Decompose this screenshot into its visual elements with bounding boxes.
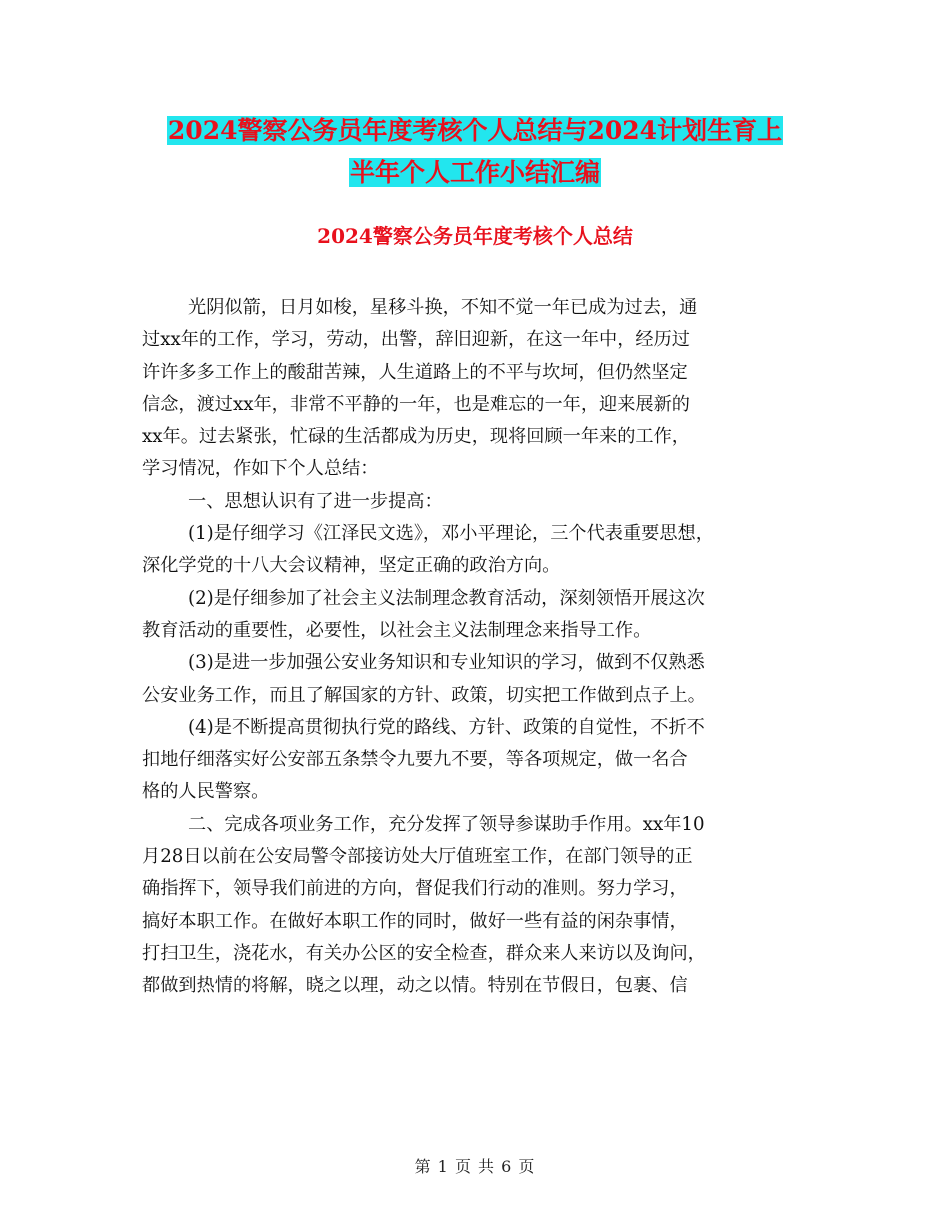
text-line: (3)是进一步加强公安业务知识和专业知识的学习，做到不仅熟悉: [188, 652, 705, 674]
text-line: 打扫卫生，浇花水，有关办公区的安全检查，群众来人来访以及询问，: [142, 942, 706, 964]
title-highlight-2: 半年个人工作小结汇编: [349, 158, 600, 187]
text-line: 都做到热情的将解，晓之以理，动之以情。特别在节假日，包裹、信: [142, 975, 688, 997]
text-line: 确指挥下，领导我们前进的方向，督促我们行动的准则。努力学习，: [142, 878, 688, 900]
text-line: 格的人民警察。: [142, 781, 270, 803]
body-text: [142, 292, 808, 1003]
section-title: 2024警察公务员年度考核个人总结: [317, 224, 633, 248]
text-line: (4)是不断提高贯彻执行党的路线、方针、政策的自觉性，不折不: [188, 716, 705, 738]
text-line: 一、思想认识有了进一步提高：: [188, 490, 443, 512]
text-line: 扣地仔细落实好公安部五条禁令九要九不要，等各项规定，做一名合: [142, 749, 688, 771]
text-line: 教育活动的重要性，必要性，以社会主义法制理念来指导工作。: [142, 619, 652, 641]
text-line: 深化学党的十八大会议精神，坚定正确的政治方向。: [142, 555, 561, 577]
page-footer: 第 1 页 共 6 页: [414, 1157, 536, 1176]
text-line: 许许多多工作上的酸甜苦辣，人生道路上的不平与坎坷，但仍然坚定: [142, 361, 688, 383]
text-line: xx年。过去紧张，忙碌的生活都成为历史，现将回顾一年来的工作，: [142, 426, 690, 448]
document-title-line-2: [0, 154, 950, 192]
text-line: 二、完成各项业务工作，充分发挥了领导参谋助手作用。xx年10: [188, 813, 705, 835]
text-line: 光阴似箭，日月如梭，星移斗换，不知不觉一年已成为过去，通: [188, 297, 698, 318]
title-highlight-1: 2024警察公务员年度考核个人总结与2024计划生育上: [167, 116, 783, 145]
text-line: 过xx年的工作，学习，劳动，出警，辞旧迎新，在这一年中，经历过: [142, 329, 690, 351]
text-line: 信念，渡过xx年，非常不平静的一年，也是难忘的一年，迎来展新的: [142, 393, 690, 415]
text-line: (2)是仔细参加了社会主义法制理念教育活动，深刻领悟开展这次: [188, 587, 705, 609]
text-line: 公安业务工作，而且了解国家的方针、政策，切实把工作做到点子上。: [142, 684, 706, 706]
text-line: 月28日以前在公安局警令部接访处大厅值班室工作，在部门领导的正: [142, 846, 693, 868]
document-title-line-1: [0, 112, 950, 150]
text-line: 搞好本职工作。在做好本职工作的同时，做好一些有益的闲杂事情，: [142, 910, 688, 932]
text-line: 学习情况，作如下个人总结：: [142, 458, 379, 480]
text-line: (1)是仔细学习《江泽民文选》，邓小平理论，三个代表重要思想，: [188, 523, 714, 545]
